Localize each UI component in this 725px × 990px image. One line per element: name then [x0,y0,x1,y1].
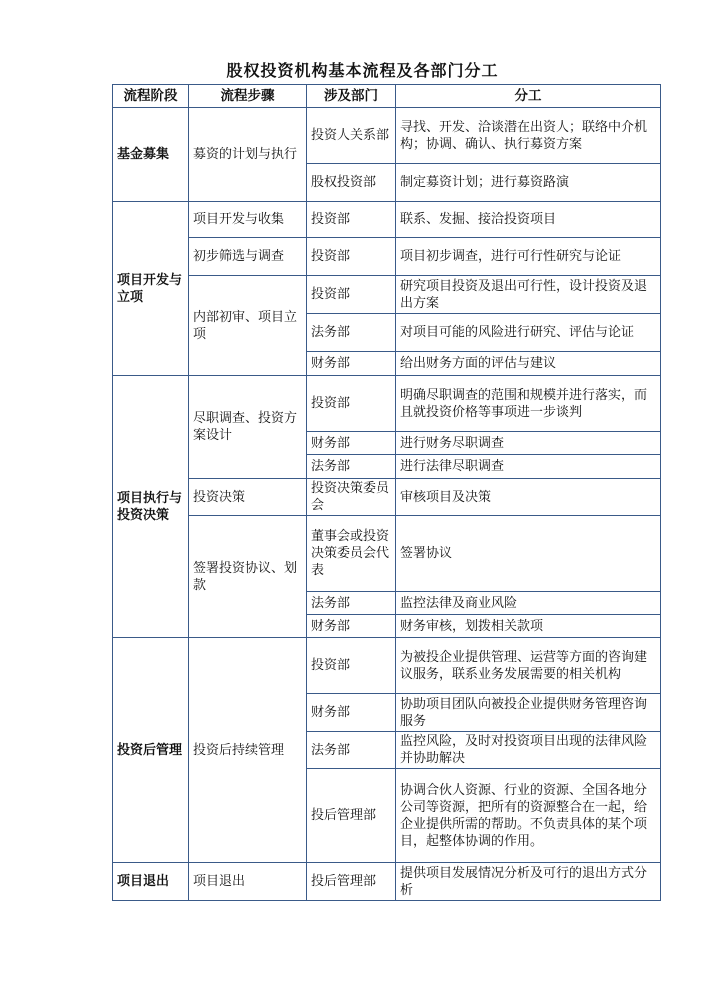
dept-cell: 投后管理部 [307,769,396,863]
duty-cell: 进行财务尽职调查 [396,432,661,455]
dept-cell: 法务部 [307,455,396,479]
table-row [113,638,661,694]
table-row [113,276,661,314]
document-title: 股权投资机构基本流程及各部门分工 [226,61,499,80]
duty-cell: 为被投企业提供管理、运营等方面的咨询建议服务，联系业务发展需要的相关机构 [396,638,661,694]
table-row [113,479,661,516]
step-cell: 项目退出 [189,863,307,901]
table-row [113,202,661,238]
table-row [113,108,661,164]
dept-cell: 财务部 [307,352,396,376]
dept-cell: 投资部 [307,638,396,694]
stage-cell: 基金募集 [113,108,189,202]
dept-cell: 投后管理部 [307,863,396,901]
table-row [113,238,661,276]
duty-cell: 项目初步调查，进行可行性研究与论证 [396,238,661,276]
step-cell: 签署投资协议、划款 [189,516,307,638]
table-row [113,863,661,901]
duty-cell: 对项目可能的风险进行研究、评估与论证 [396,314,661,352]
dept-cell: 财务部 [307,615,396,638]
table-row [113,516,661,592]
duty-cell: 财务审核，划拨相关款项 [396,615,661,638]
stage-cell: 项目开发与立项 [113,202,189,376]
stage-cell: 项目退出 [113,863,189,901]
step-cell: 投资后持续管理 [189,638,307,863]
dept-cell: 投资决策委员会 [307,479,396,516]
dept-cell: 法务部 [307,732,396,769]
step-cell: 投资决策 [189,479,307,516]
duty-cell: 寻找、开发、洽谈潜在出资人；联络中介机构；协调、确认、执行募资方案 [396,108,661,164]
dept-cell: 投资部 [307,376,396,432]
step-cell: 项目开发与收集 [189,202,307,238]
duty-cell: 监控法律及商业风险 [396,592,661,615]
stage-cell: 投资后管理 [113,638,189,863]
duty-cell: 制定募资计划；进行募资路演 [396,164,661,202]
duty-cell: 签署协议 [396,516,661,592]
step-cell: 初步筛选与调查 [189,238,307,276]
duty-cell: 协调合伙人资源、行业的资源、全国各地分公司等资源，把所有的资源整合在一起，给企业提供所需的帮助。不负责具体的某个项目，起整体协调的作用。 [396,769,661,863]
duty-cell: 研究项目投资及退出可行性，设计投资及退出方案 [396,276,661,314]
duty-cell: 协助项目团队向被投企业提供财务管理咨询服务 [396,694,661,732]
duty-cell: 联系、发掘、接洽投资项目 [396,202,661,238]
stage-cell: 项目执行与投资决策 [113,376,189,638]
process-table [112,84,661,901]
header-row [113,85,661,108]
step-cell: 募资的计划与执行 [189,108,307,202]
dept-cell: 投资部 [307,202,396,238]
step-cell: 尽职调查、投资方案设计 [189,376,307,479]
header-dept: 涉及部门 [307,85,396,108]
dept-cell: 投资人关系部 [307,108,396,164]
dept-cell: 财务部 [307,694,396,732]
duty-cell: 给出财务方面的评估与建议 [396,352,661,376]
dept-cell: 法务部 [307,592,396,615]
duty-cell: 审核项目及决策 [396,479,661,516]
dept-cell: 财务部 [307,432,396,455]
table-row [113,376,661,432]
duty-cell: 监控风险，及时对投资项目出现的法律风险并协助解决 [396,732,661,769]
dept-cell: 法务部 [307,314,396,352]
dept-cell: 投资部 [307,238,396,276]
dept-cell: 股权投资部 [307,164,396,202]
dept-cell: 投资部 [307,276,396,314]
step-cell: 内部初审、项目立项 [189,276,307,376]
header-duty: 分工 [396,85,661,108]
duty-cell: 提供项目发展情况分析及可行的退出方式分析 [396,863,661,901]
duty-cell: 进行法律尽职调查 [396,455,661,479]
header-step: 流程步骤 [189,85,307,108]
header-stage: 流程阶段 [113,85,189,108]
duty-cell: 明确尽职调查的范围和规模并进行落实，而且就投资价格等事项进一步谈判 [396,376,661,432]
dept-cell: 董事会或投资决策委员会代表 [307,516,396,592]
